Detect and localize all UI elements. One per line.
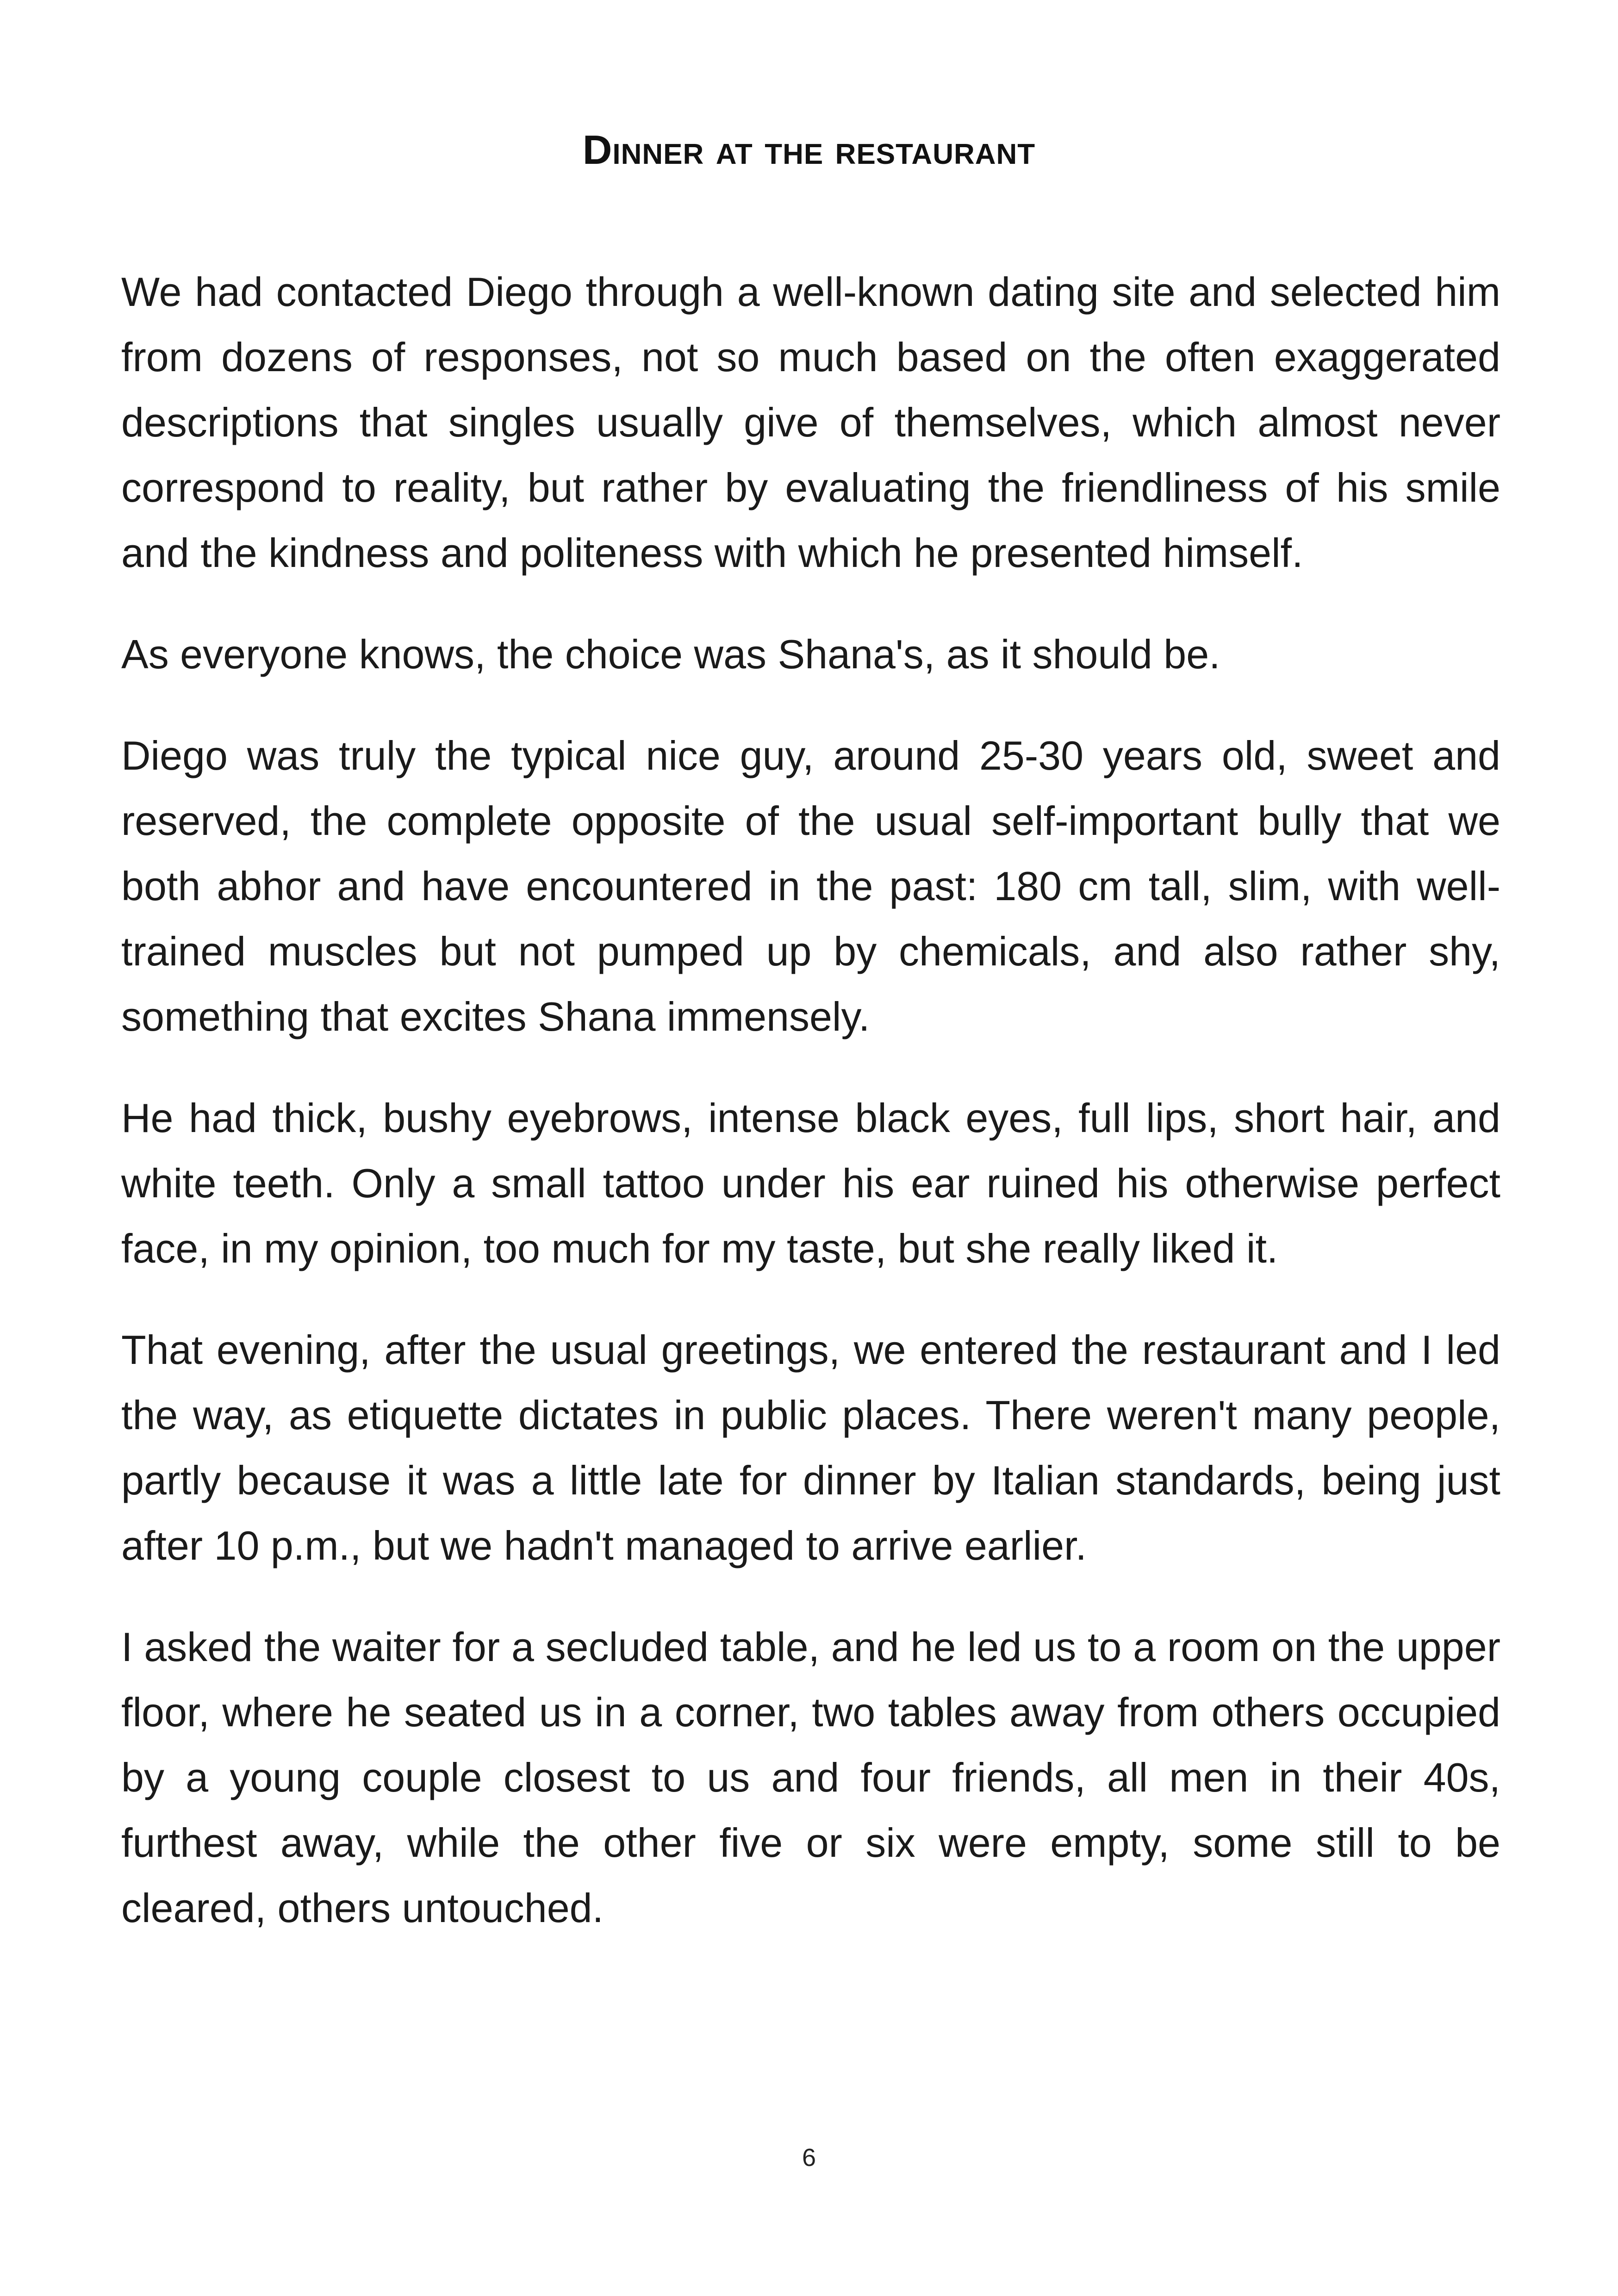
paragraph: We had contacted Diego through a well-known dating site and selected him from dozens of responses, not so much based on the often exaggerated descriptions that singles usually give of themselves, which almost never correspond to reality, but rather by evaluating the friendliness of his smile and the kindness and politeness with which he presented himself. [121,269,1500,576]
chapter-title: Dinner at the restaurant [582,126,1036,173]
paragraph: That evening, after the usual greetings, we entered the restaurant and I led the way, as etiquette dictates in public places. There weren't many people, partly because it was a little late for dinner by Italian standards, being just after 10 p.m., but we hadn't managed to arrive earlier. [121,1327,1500,1568]
paragraph: I asked the waiter for a secluded table, and he led us to a room on the upper floor, where he seated us in a corner, two tables away from others occupied by a young couple closest to us and four friends, all men in their 40s, furthest away, while the other five or six were empty, some still to be cleared, others untouched. [121,1624,1500,1931]
paragraph: He had thick, bushy eyebrows, intense black eyes, full lips, short hair, and white teeth. Only a small tattoo under his ear ruined his otherwise perfect face, in my opinion, too much for my taste, but she really liked it. [121,1095,1500,1271]
page-number: 6 [802,2144,816,2172]
chapter-body [121,259,1500,1977]
paragraph: As everyone knows, the choice was Shana's, as it should be. [121,631,1220,677]
paragraph: Diego was truly the typical nice guy, around 25-30 years old, sweet and reserved, the complete opposite of the usual self-important bully that we both abhor and have encountered in the past: 180 cm tall, slim, with well-trained muscles but not pumped up by chemicals, and also rather shy, something that excites Shana immensely. [121,733,1500,1039]
